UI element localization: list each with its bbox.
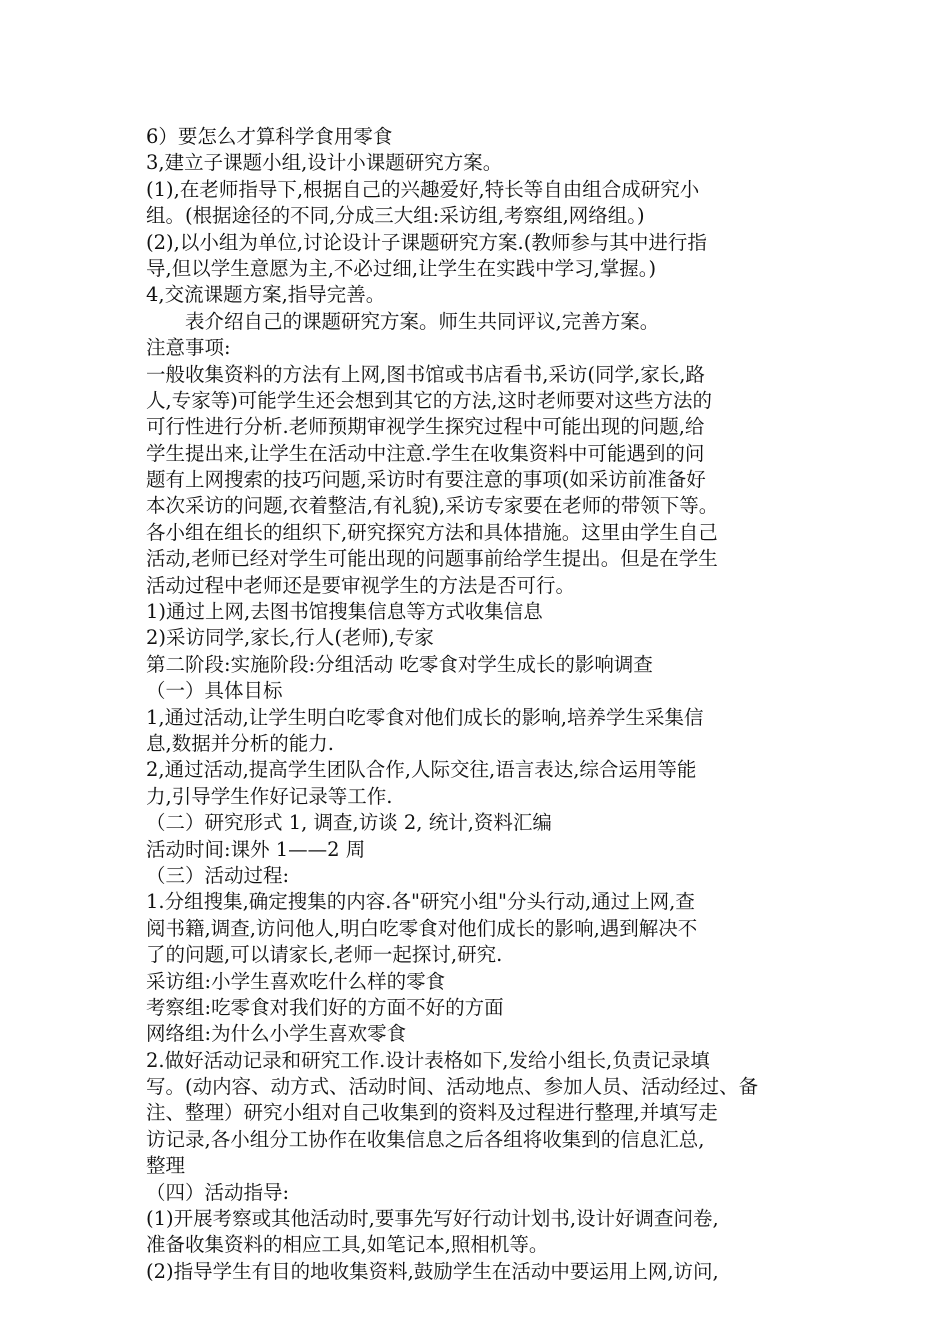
text-line: 活动过程中老师还是要审视学生的方法是否可行。 <box>146 573 576 597</box>
text-line: 本次采访的问题,衣着整洁,有礼貌),采访专家要在老师的带领下等。 <box>146 494 719 518</box>
text-line: 2,通过活动,提高学生团队合作,人际交往,语言表达,综合运用等能 <box>146 758 697 782</box>
text-line: （四）活动指导: <box>146 1180 290 1204</box>
text-line: 活动,老师已经对学生可能出现的问题事前给学生提出。但是在学生 <box>146 547 718 571</box>
text-line: 了的问题,可以请家长,老师一起探讨,研究. <box>146 943 503 967</box>
text-line: 表介绍自己的课题研究方案。师生共同评议,完善方案。 <box>146 309 660 333</box>
text-line: 1.分组搜集,确定搜集的内容.各"研究小组"分头行动,通过上网,查 <box>146 890 695 914</box>
text-line: （一）具体目标 <box>146 679 283 703</box>
text-line: (2)指导学生有目的地收集资料,鼓励学生在活动中要运用上网,访问, <box>146 1259 719 1283</box>
text-line: 准备收集资料的相应工具,如笔记本,照相机等。 <box>146 1233 549 1257</box>
text-line: 整理 <box>146 1154 186 1178</box>
text-line: 注、整理）研究小组对自己收集到的资料及过程进行整理,并填写走 <box>146 1101 718 1125</box>
text-line: 息,数据并分析的能力. <box>146 731 334 755</box>
text-line: (1),在老师指导下,根据自己的兴趣爱好,特长等自由组合成研究小 <box>146 177 700 201</box>
text-line: 1)通过上网,去图书馆搜集信息等方式收集信息 <box>146 600 543 624</box>
text-line: 各小组在组长的组织下,研究探究方法和具体措施。这里由学生自己 <box>146 520 718 544</box>
text-line: 组。(根据途径的不同,分成三大组:采访组,考察组,网络组。) <box>146 204 645 228</box>
text-line: 可行性进行分析.老师预期审视学生探究过程中可能出现的问题,给 <box>146 415 705 439</box>
text-line: (2),以小组为单位,讨论设计子课题研究方案.(教师参与其中进行指 <box>146 230 707 254</box>
text-line: 写。(动内容、动方式、活动时间、活动地点、参加人员、活动经过、备 <box>146 1075 759 1099</box>
text-line: 2)采访同学,家长,行人(老师),专家 <box>146 626 434 650</box>
text-line: 学生提出来,让学生在活动中注意.学生在收集资料中可能遇到的问 <box>146 441 705 465</box>
text-line: 6）要怎么才算科学食用零食 <box>146 125 393 148</box>
text-line: （三）活动过程: <box>146 863 290 887</box>
text-line: 活动时间:课外 1——2 周 <box>146 837 366 861</box>
text-line: 注意事项: <box>146 336 231 360</box>
text-line: 采访组:小学生喜欢吃什么样的零食 <box>146 969 446 993</box>
text-line: 4,交流课题方案,指导完善。 <box>146 283 386 307</box>
text-line: 1,通过活动,让学生明白吃零食对他们成长的影响,培养学生采集信 <box>146 705 704 729</box>
text-line: 一般收集资料的方法有上网,图书馆或书店看书,采访(同学,家长,路 <box>146 362 705 386</box>
text-line: 题有上网搜索的技巧问题,采访时有要注意的事项(如采访前准备好 <box>146 468 706 492</box>
text-line: 2.做好活动记录和研究工作.设计表格如下,发给小组长,负责记录填 <box>146 1048 710 1072</box>
text-line: （二）研究形式 1, 调查,访谈 2, 统计,资料汇编 <box>146 811 552 835</box>
text-line: 第二阶段:实施阶段:分组活动 吃零食对学生成长的影响调查 <box>146 652 653 676</box>
text-line: 网络组:为什么小学生喜欢零食 <box>146 1022 407 1046</box>
text-line: 访记录,各小组分工协作在收集信息之后各组将收集到的信息汇总, <box>146 1127 705 1151</box>
text-line: 3,建立子课题小组,设计小课题研究方案。 <box>146 151 503 175</box>
text-line: 考察组:吃零食对我们好的方面不好的方面 <box>146 995 504 1019</box>
text-line: 导,但以学生意愿为主,不必过细,让学生在实践中学习,掌握。) <box>146 256 657 280</box>
text-line: (1)开展考察或其他活动时,要事先写好行动计划书,设计好调查问卷, <box>146 1207 719 1231</box>
text-line: 力,引导学生作好记录等工作. <box>146 784 393 808</box>
text-line: 阅书籍,调查,访问他人,明白吃零食对他们成长的影响,遇到解决不 <box>146 916 698 940</box>
document-body <box>146 124 814 1285</box>
text-line: 人,专家等)可能学生还会想到其它的方法,这时老师要对这些方法的 <box>146 388 713 412</box>
